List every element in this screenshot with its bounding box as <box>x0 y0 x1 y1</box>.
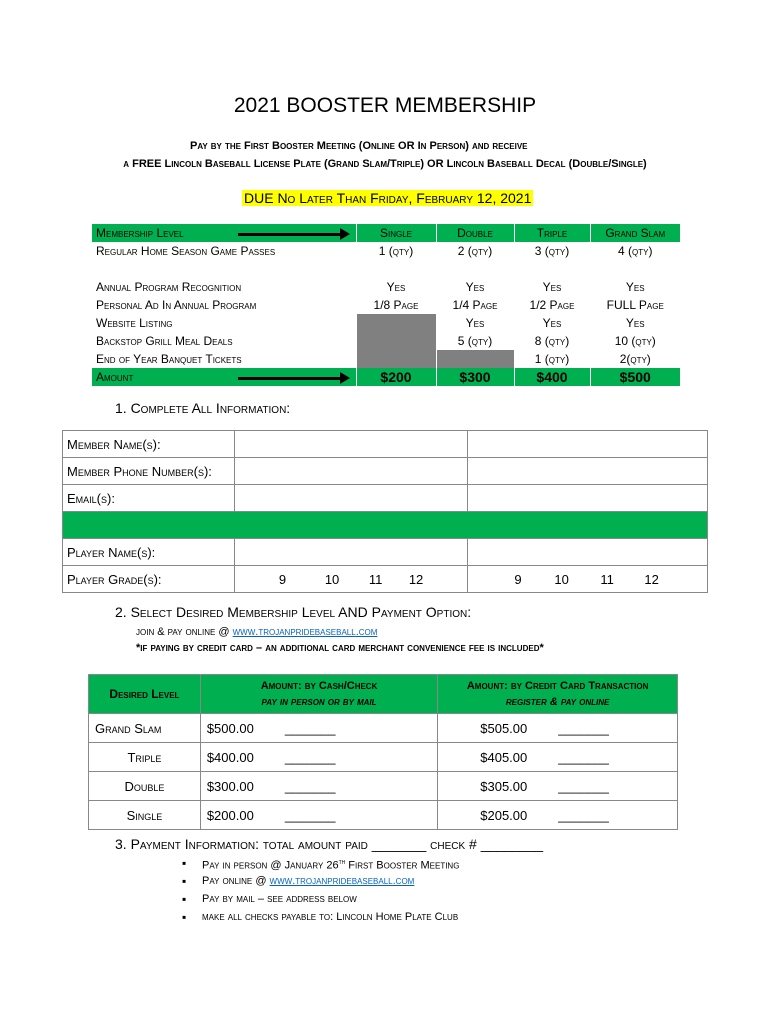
subtitle-line-2: a FREE Lincoln Baseball License Plate (Grand Slam/Triple) OR Lincoln Baseball Decal (Double/Single) <box>123 158 647 170</box>
tier-cell: 2 (qty) <box>436 242 514 260</box>
player-grade-options-1 <box>234 566 468 593</box>
tier-header-label: Membership Level <box>96 226 184 240</box>
option-col-card <box>438 675 678 714</box>
option-row-triple <box>89 743 678 772</box>
option-card-blank[interactable]: _______ <box>558 778 609 794</box>
pay-by-mail-text: Pay by mail – see address below <box>202 893 357 905</box>
section-2-heading: 2. Select Desired Membership Level AND Payment Option: <box>115 604 472 620</box>
membership-tier-table <box>92 224 680 386</box>
option-level: Double <box>89 772 201 801</box>
grade-option-10[interactable]: 10 <box>324 571 340 587</box>
tier-row-meal-deals <box>92 332 680 350</box>
list-item <box>180 890 459 908</box>
tier-cell: 3 (qty) <box>514 242 590 260</box>
tier-row-label: Website Listing <box>96 316 173 330</box>
tier-cell: FULL Page <box>590 296 680 314</box>
member-names-row <box>63 431 708 458</box>
tier-cell <box>436 260 514 278</box>
website-link[interactable]: www.trojanpridebaseball.com <box>269 875 415 887</box>
tier-row-label: End of Year Banquet Tickets <box>96 352 242 366</box>
email-field-2[interactable] <box>468 485 708 512</box>
tier-cell: Yes <box>356 278 436 296</box>
tier-cell: Yes <box>590 314 680 332</box>
email-field-1[interactable] <box>234 485 468 512</box>
page-title: 2021 BOOSTER MEMBERSHIP <box>233 94 537 117</box>
option-col-level: Desired Level <box>89 675 201 714</box>
tier-cell: 1/8 Page <box>356 296 436 314</box>
player-grades-row <box>63 566 708 593</box>
arrow-right-icon <box>238 233 342 236</box>
payment-option-table <box>88 674 678 830</box>
player-grades-label: Player Grade(s): <box>63 566 235 593</box>
option-level: Single <box>89 801 201 830</box>
grade-option-11[interactable]: 11 <box>600 571 614 587</box>
tier-amount-grand-slam: $500 <box>590 368 680 386</box>
tier-cell <box>356 260 436 278</box>
tier-cell: 1 (qty) <box>514 350 590 368</box>
member-phone-label: Member Phone Number(s): <box>63 458 235 485</box>
tier-amount-double: $300 <box>436 368 514 386</box>
option-level: Triple <box>89 743 201 772</box>
tier-cell-unavailable <box>356 332 436 350</box>
website-link[interactable]: www.trojanpridebaseball.com <box>232 626 378 638</box>
green-divider <box>63 512 708 539</box>
tier-cell <box>590 260 680 278</box>
list-item <box>180 854 459 872</box>
option-card-blank[interactable]: _______ <box>558 807 609 823</box>
tier-row-label: Annual Program Recognition <box>96 280 242 294</box>
credit-card-fee-note: *if paying by credit card – an additional card merchant convenience fee is included* <box>136 642 544 654</box>
grade-option-12[interactable]: 12 <box>408 571 424 587</box>
tier-cell: 1 (qty) <box>356 242 436 260</box>
tier-row-label <box>92 260 356 278</box>
green-divider-row <box>63 512 708 539</box>
tier-amount-triple: $400 <box>514 368 590 386</box>
option-cash-cell <box>200 714 437 743</box>
due-date-banner: DUE No Later Than Friday, February 12, 2021 <box>244 190 532 206</box>
tier-cell-unavailable <box>356 350 436 368</box>
tier-cell: 1/2 Page <box>514 296 590 314</box>
tier-cell: 1/4 Page <box>436 296 514 314</box>
tier-col-triple: Triple <box>514 224 590 242</box>
option-row-double <box>89 772 678 801</box>
option-cash-amount: $300.00 <box>206 778 254 794</box>
option-row-grand-slam <box>89 714 678 743</box>
ordinal-suffix: th <box>338 859 346 866</box>
arrow-right-icon <box>238 377 342 380</box>
tier-amount-single: $200 <box>356 368 436 386</box>
tier-row-program-recognition <box>92 278 680 296</box>
tier-row-label: Regular Home Season Game Passes <box>96 244 276 258</box>
option-card-blank[interactable]: _______ <box>558 749 609 765</box>
tier-cell-unavailable <box>436 350 514 368</box>
member-phone-row <box>63 458 708 485</box>
option-card-cell <box>438 772 678 801</box>
option-cash-amount: $200.00 <box>206 807 254 823</box>
tier-header-row <box>92 224 680 242</box>
tier-cell: Yes <box>590 278 680 296</box>
section-3-heading: 3. Payment Information: total amount paid _______ check # ________ <box>115 836 544 852</box>
tier-amount-row <box>92 368 680 386</box>
option-col-card-sub: register & pay online <box>505 696 610 708</box>
member-phone-field-2[interactable] <box>468 458 708 485</box>
member-names-label: Member Name(s): <box>63 431 235 458</box>
member-name-field-2[interactable] <box>468 431 708 458</box>
tier-row-personal-ad <box>92 296 680 314</box>
section-1-heading: 1. Complete All Information: <box>115 400 291 416</box>
grade-option-11[interactable]: 11 <box>368 571 383 587</box>
member-info-table <box>62 430 708 593</box>
player-names-row <box>63 539 708 566</box>
tier-cell: Yes <box>514 278 590 296</box>
player-names-label: Player Name(s): <box>63 539 235 566</box>
option-cash-cell <box>200 772 437 801</box>
grade-option-12[interactable]: 12 <box>644 571 659 587</box>
option-card-amount: $405.00 <box>480 749 528 765</box>
option-cash-cell <box>200 743 437 772</box>
checks-payable-text: make all checks payable to: Lincoln Home Plate Club <box>202 911 459 923</box>
tier-cell: 2(qty) <box>590 350 680 368</box>
member-name-field-1[interactable] <box>234 431 468 458</box>
option-col-cash-sub: pay in person or by mail <box>261 696 377 708</box>
subtitle-line-1: Pay by the First Booster Meeting (Online OR In Person) and receive <box>190 140 528 152</box>
join-online-text: join & pay online @ <box>136 626 233 638</box>
tier-row-website-listing <box>92 314 680 332</box>
list-item <box>180 908 459 926</box>
option-card-cell <box>438 801 678 830</box>
tier-col-grand-slam: Grand Slam <box>590 224 680 242</box>
option-card-blank[interactable]: _______ <box>558 720 609 736</box>
tier-cell: 10 (qty) <box>590 332 680 350</box>
option-row-single <box>89 801 678 830</box>
pay-in-person-meeting: First Booster Meeting <box>345 859 460 872</box>
option-cash-blank[interactable]: _______ <box>284 807 336 823</box>
tier-cell <box>514 260 590 278</box>
option-level: Grand Slam <box>89 714 201 743</box>
tier-cell: 8 (qty) <box>514 332 590 350</box>
tier-cell: 4 (qty) <box>590 242 680 260</box>
option-card-amount: $205.00 <box>480 807 528 823</box>
tier-col-single: Single <box>356 224 436 242</box>
tier-row-game-passes <box>92 242 680 260</box>
grade-option-9[interactable]: 9 <box>514 571 522 587</box>
option-header-row <box>89 675 678 714</box>
pay-in-person-text: Pay in person @ January 26 <box>202 859 339 872</box>
option-col-cash-title: Amount: by Cash/Check <box>260 680 378 692</box>
option-card-cell <box>438 714 678 743</box>
member-phone-field-1[interactable] <box>234 458 468 485</box>
option-cash-cell <box>200 801 437 830</box>
tier-cell-unavailable <box>356 314 436 332</box>
option-cash-blank[interactable]: _______ <box>284 778 336 794</box>
tier-cell: Yes <box>436 314 514 332</box>
tier-row-label: Personal Ad In Annual Program <box>96 298 257 312</box>
option-cash-amount: $500.00 <box>206 720 254 736</box>
emails-row <box>63 485 708 512</box>
option-card-amount: $305.00 <box>480 778 528 794</box>
emails-label: Email(s): <box>63 485 235 512</box>
join-online-line <box>136 626 377 638</box>
option-card-cell <box>438 743 678 772</box>
tier-cell: Yes <box>514 314 590 332</box>
option-col-card-title: Amount: by Credit Card Transaction <box>466 680 649 692</box>
option-cash-blank[interactable]: _______ <box>284 720 336 736</box>
tier-row-banquet-tickets <box>92 350 680 368</box>
tier-col-double: Double <box>436 224 514 242</box>
player-name-field-2[interactable] <box>468 539 708 566</box>
list-item <box>180 872 459 890</box>
grade-option-10[interactable]: 10 <box>554 571 569 587</box>
player-grade-options-2 <box>468 566 708 593</box>
tier-cell: Yes <box>436 278 514 296</box>
tier-amount-label: Amount <box>96 370 134 384</box>
grade-option-9[interactable]: 9 <box>278 571 287 587</box>
tier-cell: 5 (qty) <box>436 332 514 350</box>
tier-row-spacer <box>92 260 680 278</box>
option-col-cash <box>200 675 437 714</box>
payment-instructions-list <box>180 854 459 926</box>
tier-row-label: Backstop Grill Meal Deals <box>96 334 233 348</box>
option-card-amount: $505.00 <box>480 720 528 736</box>
player-name-field-1[interactable] <box>234 539 468 566</box>
option-cash-amount: $400.00 <box>206 749 254 765</box>
option-cash-blank[interactable]: _______ <box>284 749 336 765</box>
pay-online-text: Pay online @ <box>202 875 270 887</box>
